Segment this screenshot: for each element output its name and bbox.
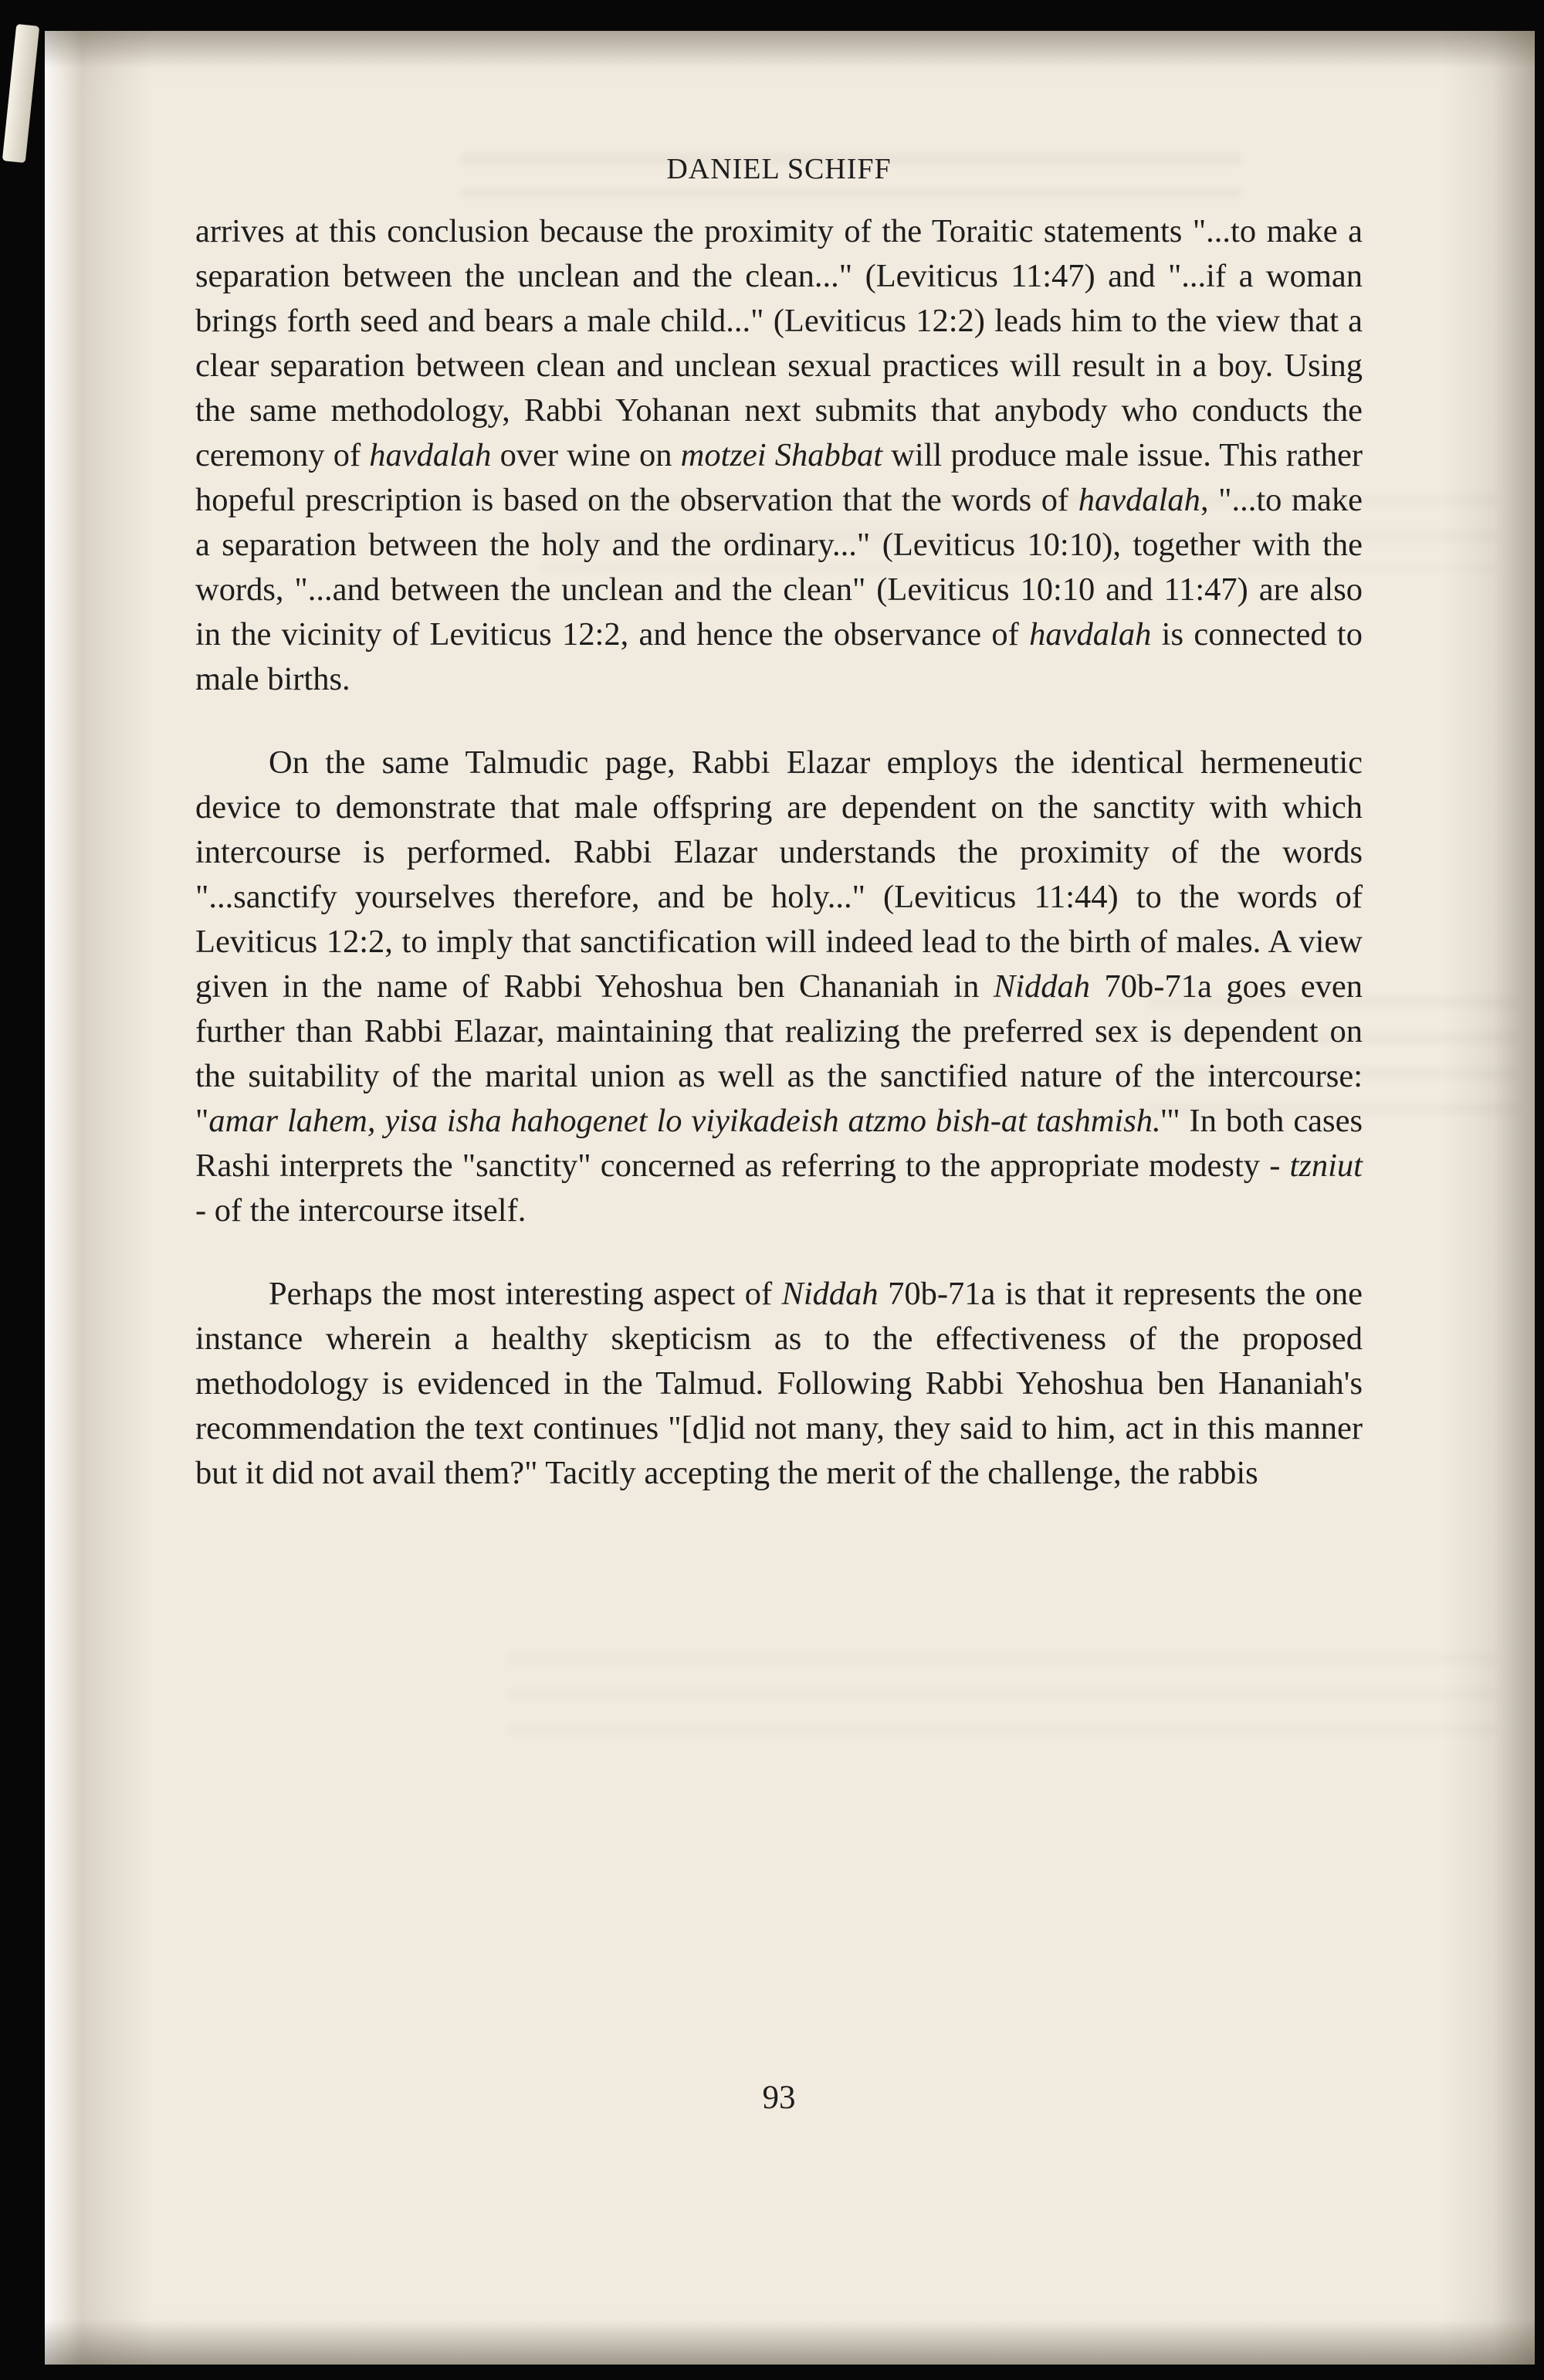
text-run: - of the intercourse itself. [195, 1192, 527, 1229]
page-left-edge-shading [45, 31, 153, 2365]
text-run: havdalah [369, 437, 492, 473]
paragraph [195, 741, 1363, 1233]
paragraph [195, 209, 1363, 702]
running-header: DANIEL SCHIFF [666, 153, 892, 185]
text-run: 70b-71a goes even further than Rabbi Elazar, maintaining that realizing the preferred sex is dependent on the suitability of the marital union as well as the sanctified nature of the intercourse: " [195, 968, 1363, 1139]
text-run: arrives at this conclusion because the proximity of the Toraitic statements "...to make a separation between the unclean and the clean..." (Leviticus 11:47) and "...if a woman brings forth seed and bears a male child..." (Leviticus 12:2) leads him to the view that a clear separation between clean and unclean sexual practices will result in a boy. Using the same methodology, Rabbi Yohanan next submits that anybody who conducts the ceremony of [195, 213, 1363, 473]
text-run: Niddah [781, 1276, 879, 1312]
text-run: On the same Talmudic page, Rabbi Elazar employs the identical hermeneutic device to demonstrate that male offspring are dependent on the sanctity with which intercourse is performed. Rabbi Elazar understands the proximity of the words "...sanctify yourselves therefore, and be holy..." (Leviticus 11:44) to the words of Leviticus 12:2, to imply that sanctification will indeed lead to the birth of males. A view given in the name of Rabbi Yehoshua ben Chananiah in [195, 744, 1363, 1005]
text-run: Perhaps the most interesting aspect of [269, 1276, 782, 1312]
text-run: havdalah [1078, 482, 1200, 518]
page-number: 93 [762, 2080, 796, 2116]
text-run: havdalah [1029, 616, 1152, 653]
scanned-book-page [45, 31, 1535, 2365]
page-bottom-edge-shading [45, 2320, 1535, 2365]
page-right-edge-shading [1442, 31, 1535, 2365]
bleed-through-smudge [508, 1653, 1496, 1745]
text-run: amar lahem, yisa isha hahogenet lo viyikadeish atzmo bish-at tashmish. [208, 1103, 1161, 1139]
text-column [195, 31, 1363, 1534]
adjacent-page-edge [2, 24, 39, 163]
paragraph [195, 1272, 1363, 1496]
text-run: , "...to make a separation between the holy and the ordinary..." (Leviticus 10:10), together with the words, "...and between the unclean and the clean" (Leviticus 10:10 and 11:47) are also in the vicinity of Leviticus 12:2, and hence the observance of [195, 482, 1363, 653]
text-run: 70b-71a is that it represents the one instance wherein a healthy skepticism as to the effectiveness of the proposed methodology is evidenced in the Talmud. Following Rabbi Yehoshua ben Hananiah's recommendation the text continues "[d]id not many, they said to him, act in this manner but it did not avail them?" Tacitly accepting the merit of the challenge, the rabbis [195, 1276, 1363, 1491]
text-run: Niddah [993, 968, 1091, 1005]
text-run: motzei Shabbat [680, 437, 883, 473]
text-run: over wine on [491, 437, 681, 473]
text-run: will produce male issue. This rather hopeful prescription is based on the observation that the words of [195, 437, 1363, 518]
text-run: tzniut [1289, 1148, 1363, 1184]
text-run: '" In both cases Rashi interprets the "sanctity" concerned as referring to the appropriate modesty - [195, 1103, 1363, 1184]
body-text [195, 209, 1363, 1496]
text-run: is connected to male births. [195, 616, 1363, 697]
